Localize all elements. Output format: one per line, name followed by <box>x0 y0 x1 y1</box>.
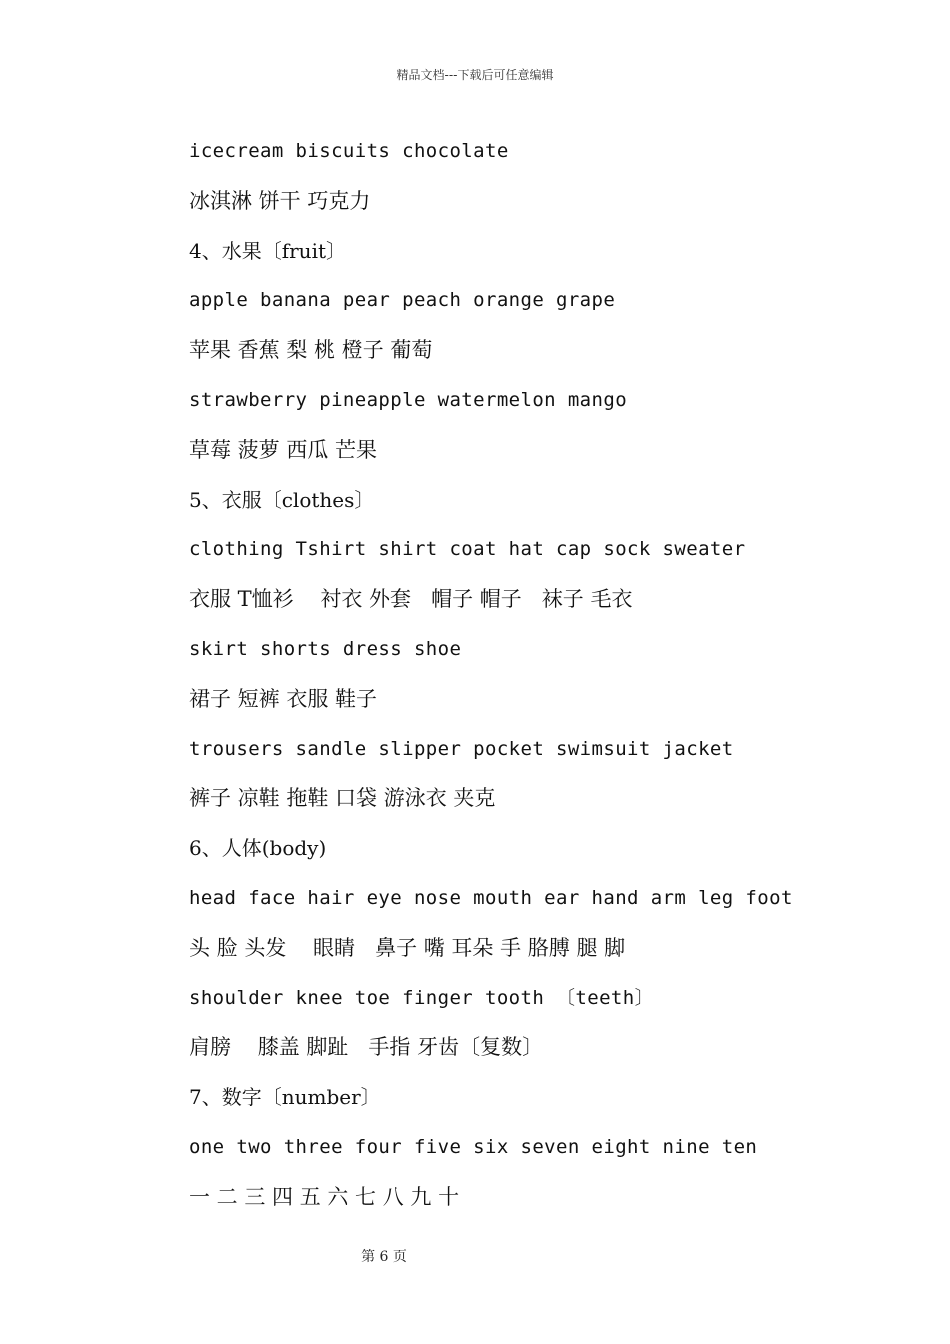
vocab-line-english: clothing Tshirt shirt coat hat cap sock sweater <box>189 538 746 561</box>
vocab-line-english: shoulder knee toe finger tooth 〔teeth〕 <box>189 986 655 1009</box>
document-body <box>189 136 889 1232</box>
vocab-line-chinese: 衣服 T恤衫 衬衣 外套 帽子 帽子 袜子 毛衣 <box>189 587 633 612</box>
vocab-line-english: skirt shorts dress shoe <box>189 637 462 660</box>
vocab-line-english: trousers sandle slipper pocket swimsuit jacket <box>189 737 734 760</box>
page-header: 精品文档---下载后可任意编辑 <box>396 68 554 82</box>
vocab-line-english: icecream biscuits chocolate <box>189 140 509 162</box>
vocab-line-chinese: 头 脸 头发 眼睛 鼻子 嘴 耳朵 手 胳膊 腿 脚 <box>189 935 626 960</box>
section-heading-number: 7、数字〔number〕 <box>189 1085 381 1110</box>
section-heading-clothes: 5、衣服〔clothes〕 <box>189 487 375 512</box>
vocab-line-english: strawberry pineapple watermelon mango <box>189 388 628 411</box>
vocab-line-chinese: 一 二 三 四 五 六 七 八 九 十 <box>189 1184 460 1209</box>
vocab-line-chinese: 裙子 短裤 衣服 鞋子 <box>189 686 378 711</box>
vocab-line-english: apple banana pear peach orange grape <box>189 289 616 312</box>
vocab-line-chinese: 草莓 菠萝 西瓜 芒果 <box>189 437 378 462</box>
vocab-line-english: head face hair eye nose mouth ear hand arm leg foot <box>189 886 793 909</box>
section-heading-body: 6、人体(body) <box>189 836 327 861</box>
vocab-line-chinese: 肩膀 膝盖 脚趾 手指 牙齿〔复数〕 <box>189 1035 544 1060</box>
vocab-line-chinese: 裤子 凉鞋 拖鞋 口袋 游泳衣 夹克 <box>189 786 496 811</box>
section-heading-fruit: 4、水果〔fruit〕 <box>189 238 347 263</box>
vocab-line-english: one two three four five six seven eight nine ten <box>189 1135 758 1158</box>
vocab-line-chinese: 冰淇淋 饼干 巧克力 <box>189 188 371 213</box>
vocab-line-chinese: 苹果 香蕉 梨 桃 橙子 葡萄 <box>189 338 433 363</box>
page-number: 第 6 页 <box>361 1249 407 1265</box>
